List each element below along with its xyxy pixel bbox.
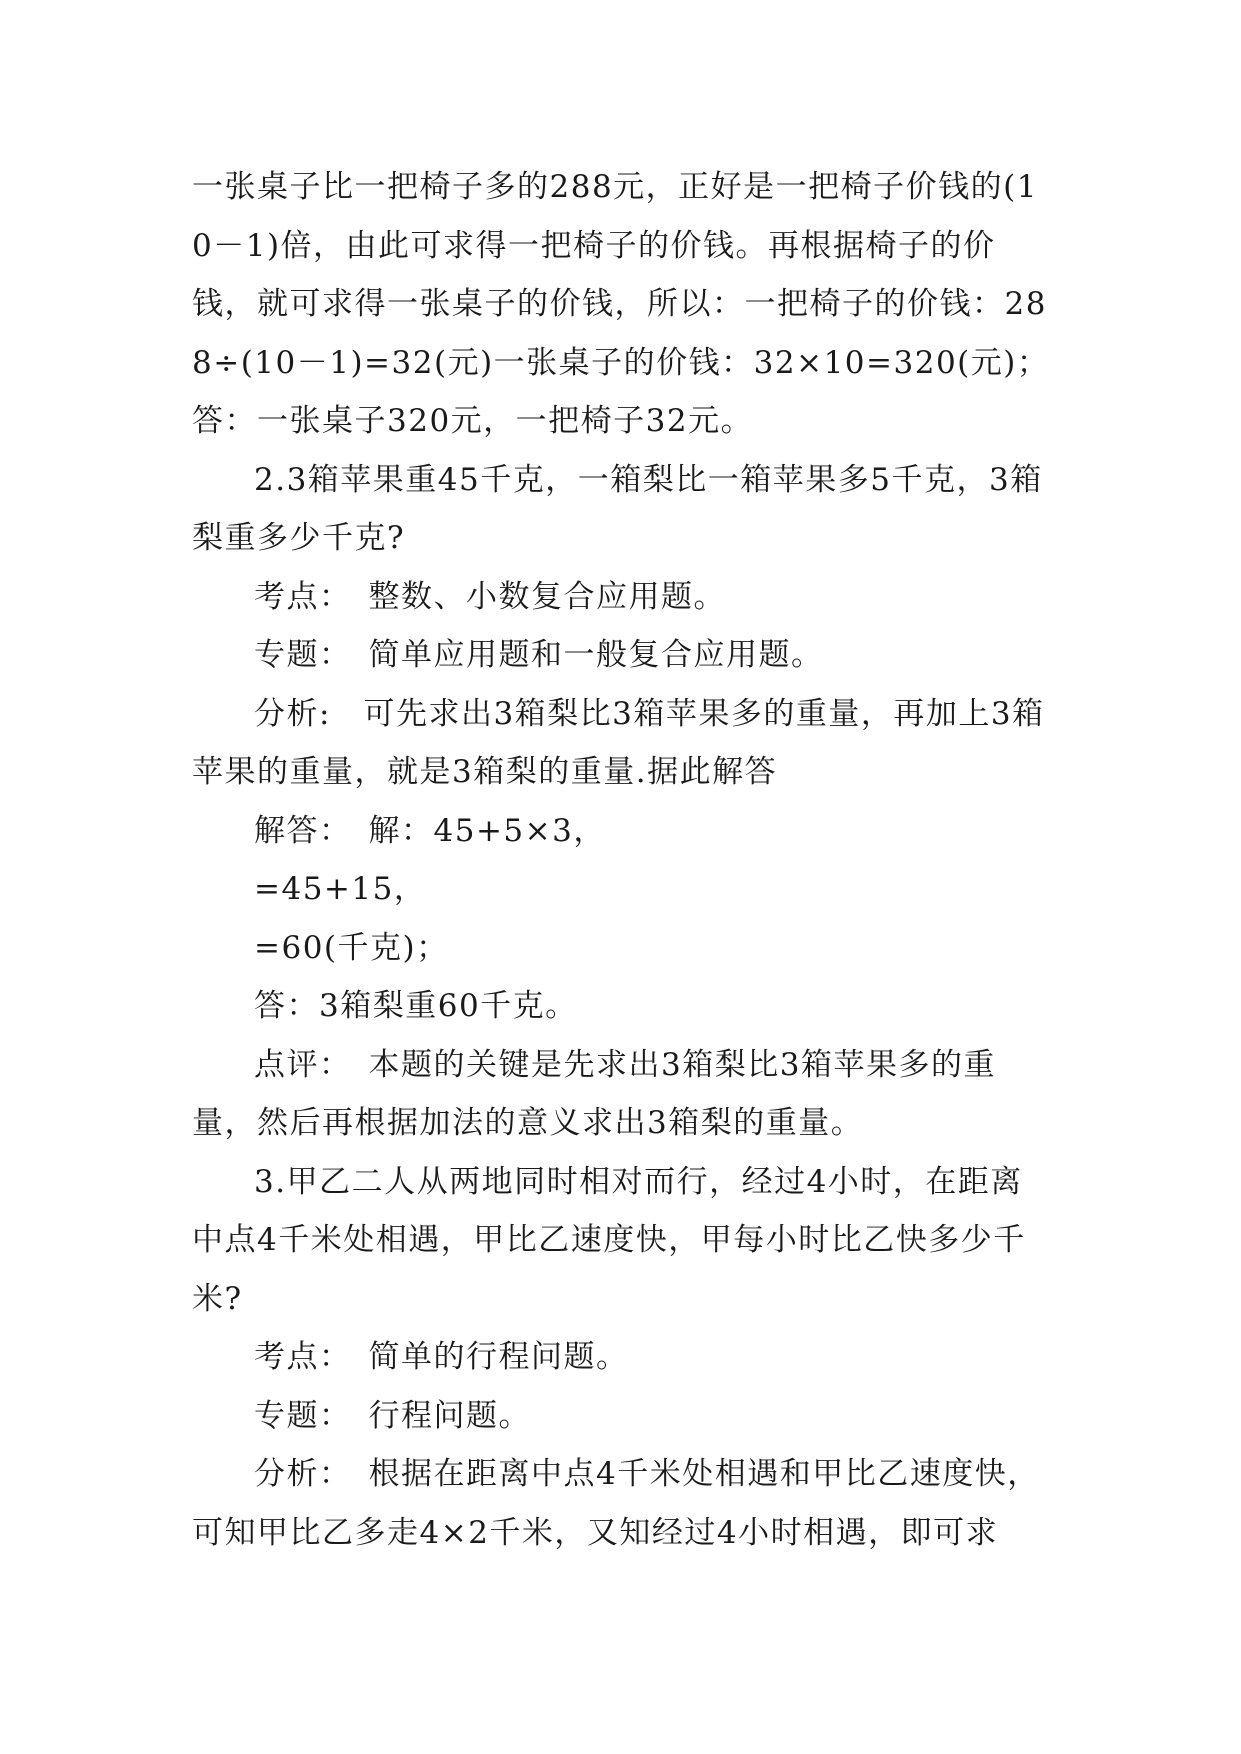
paragraph-q3-category: 专题： 行程问题。: [254, 1397, 531, 1434]
paragraph-chair-price-solution: 一张桌子比一把椅子多的288元，正好是一把椅子价钱的(10－1)倍，由此可求得一把椅子的价钱。再根据椅子的价钱，就可求得一张桌子的价钱，所以：一把椅子的价钱：288÷(10－1)=32(元)一张桌子的价钱：32×10=320(元)；答：一张桌子320元，一把椅子32元。: [192, 169, 1050, 439]
paragraph-q2-analysis: 分析: 可先求出3箱梨比3箱苹果多的重量，再加上3箱苹果的重量，就是3箱梨的重量.据此解答: [192, 695, 1045, 790]
paragraph-q2-comment: 点评： 本题的关键是先求出3箱梨比3箱苹果多的重量，然后再根据加法的意义求出3箱梨的重量。: [192, 1046, 996, 1141]
paragraph-q2-category: 专题： 简单应用题和一般复合应用题。: [254, 637, 824, 673]
paragraph-q2-solution: 解答： 解：45+5×3，: [254, 812, 606, 849]
paragraph-q2-answer: 答：3箱梨重60千克。: [254, 988, 578, 1024]
paragraph-q2-topic: 考点： 整数、小数复合应用题。: [254, 578, 726, 615]
paragraph-q2-step-2: =60(千克)；: [254, 929, 449, 966]
paragraph-q3-analysis: 分析： 根据在距离中点4千米处相遇和甲比乙速度快，可知甲比乙多走4×2千米，又知经过4小时相遇，即可求: [192, 1456, 1040, 1551]
paragraph-question-3: 3.甲乙二人从两地同时相对而行，经过4小时，在距离中点4千米处相遇，甲比乙速度快，甲每小时比乙快多少千米?: [192, 1163, 1026, 1317]
paragraph-question-2: 2.3箱苹果重45千克，一箱梨比一箱苹果多5千克，3箱梨重多少千克?: [192, 461, 1043, 556]
paragraph-q3-topic: 考点： 简单的行程问题。: [254, 1339, 629, 1375]
document-body: [192, 158, 1052, 1562]
paragraph-q2-step-1: =45+15，: [254, 871, 427, 907]
